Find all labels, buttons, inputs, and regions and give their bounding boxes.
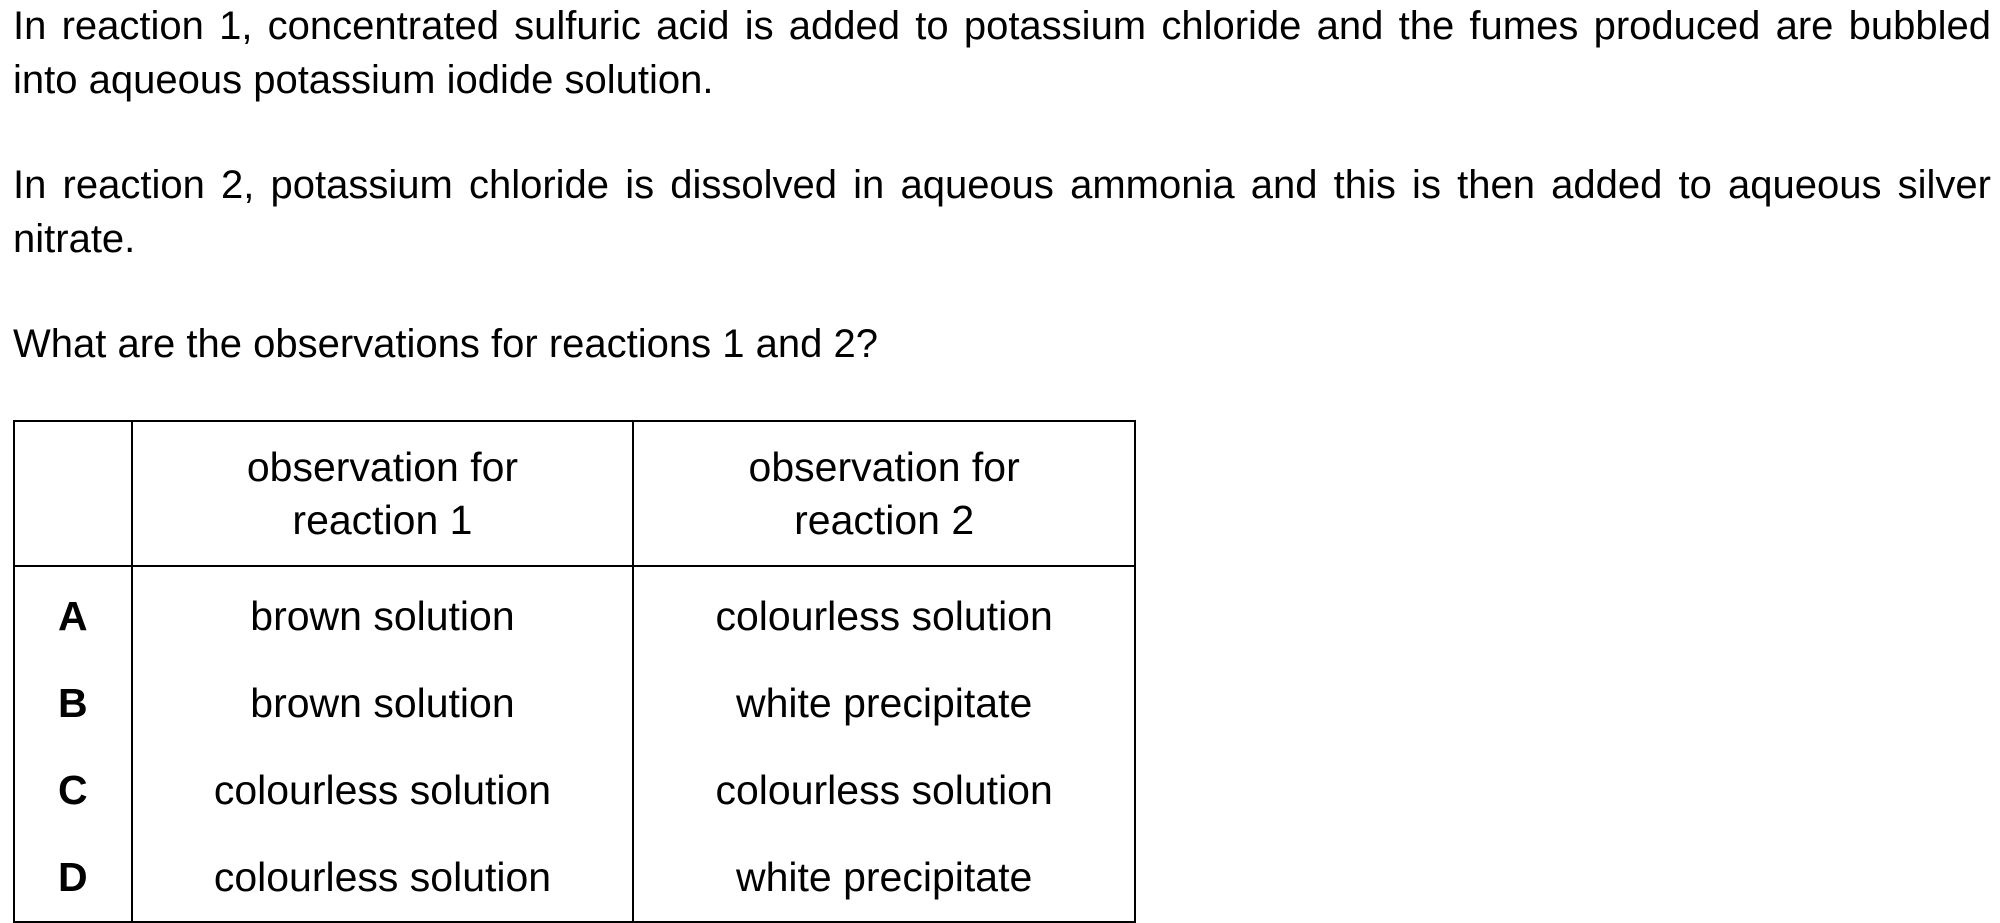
option-reaction-2: white precipitate — [633, 660, 1135, 747]
option-key: B — [14, 660, 132, 747]
option-reaction-2: colourless solution — [633, 566, 1135, 660]
option-reaction-1: brown solution — [132, 566, 634, 660]
option-key: D — [14, 834, 132, 922]
header-reaction-1-label: observation for reaction 1 — [246, 443, 519, 543]
header-reaction-2 — [633, 421, 1135, 566]
option-row-a[interactable] — [14, 566, 1135, 660]
header-reaction-1 — [132, 421, 634, 566]
option-reaction-1: colourless solution — [132, 747, 634, 834]
option-reaction-1: brown solution — [132, 660, 634, 747]
question-paragraph-reaction-1: In reaction 1, concentrated sulfuric acid is added to potassium chloride and the fumes produced are bubbled into aqueous potassium iodide solution. — [13, 4, 1991, 102]
header-key-cell — [14, 421, 132, 566]
option-row-d[interactable] — [14, 834, 1135, 922]
option-row-c[interactable] — [14, 747, 1135, 834]
question-prompt: What are the observations for reactions 1 and 2? — [13, 322, 878, 366]
option-reaction-2: white precipitate — [633, 834, 1135, 922]
option-reaction-2: colourless solution — [633, 747, 1135, 834]
option-key: C — [14, 747, 132, 834]
header-reaction-2-label: observation for reaction 2 — [748, 443, 1020, 543]
answer-options-table — [13, 420, 1136, 923]
option-row-b[interactable] — [14, 660, 1135, 747]
option-key: A — [14, 566, 132, 660]
table-header-row — [14, 421, 1135, 566]
question-paragraph-reaction-2: In reaction 2, potassium chloride is dissolved in aqueous ammonia and this is then added to aqueous silver nitrate. — [13, 163, 1991, 261]
option-reaction-1: colourless solution — [132, 834, 634, 922]
